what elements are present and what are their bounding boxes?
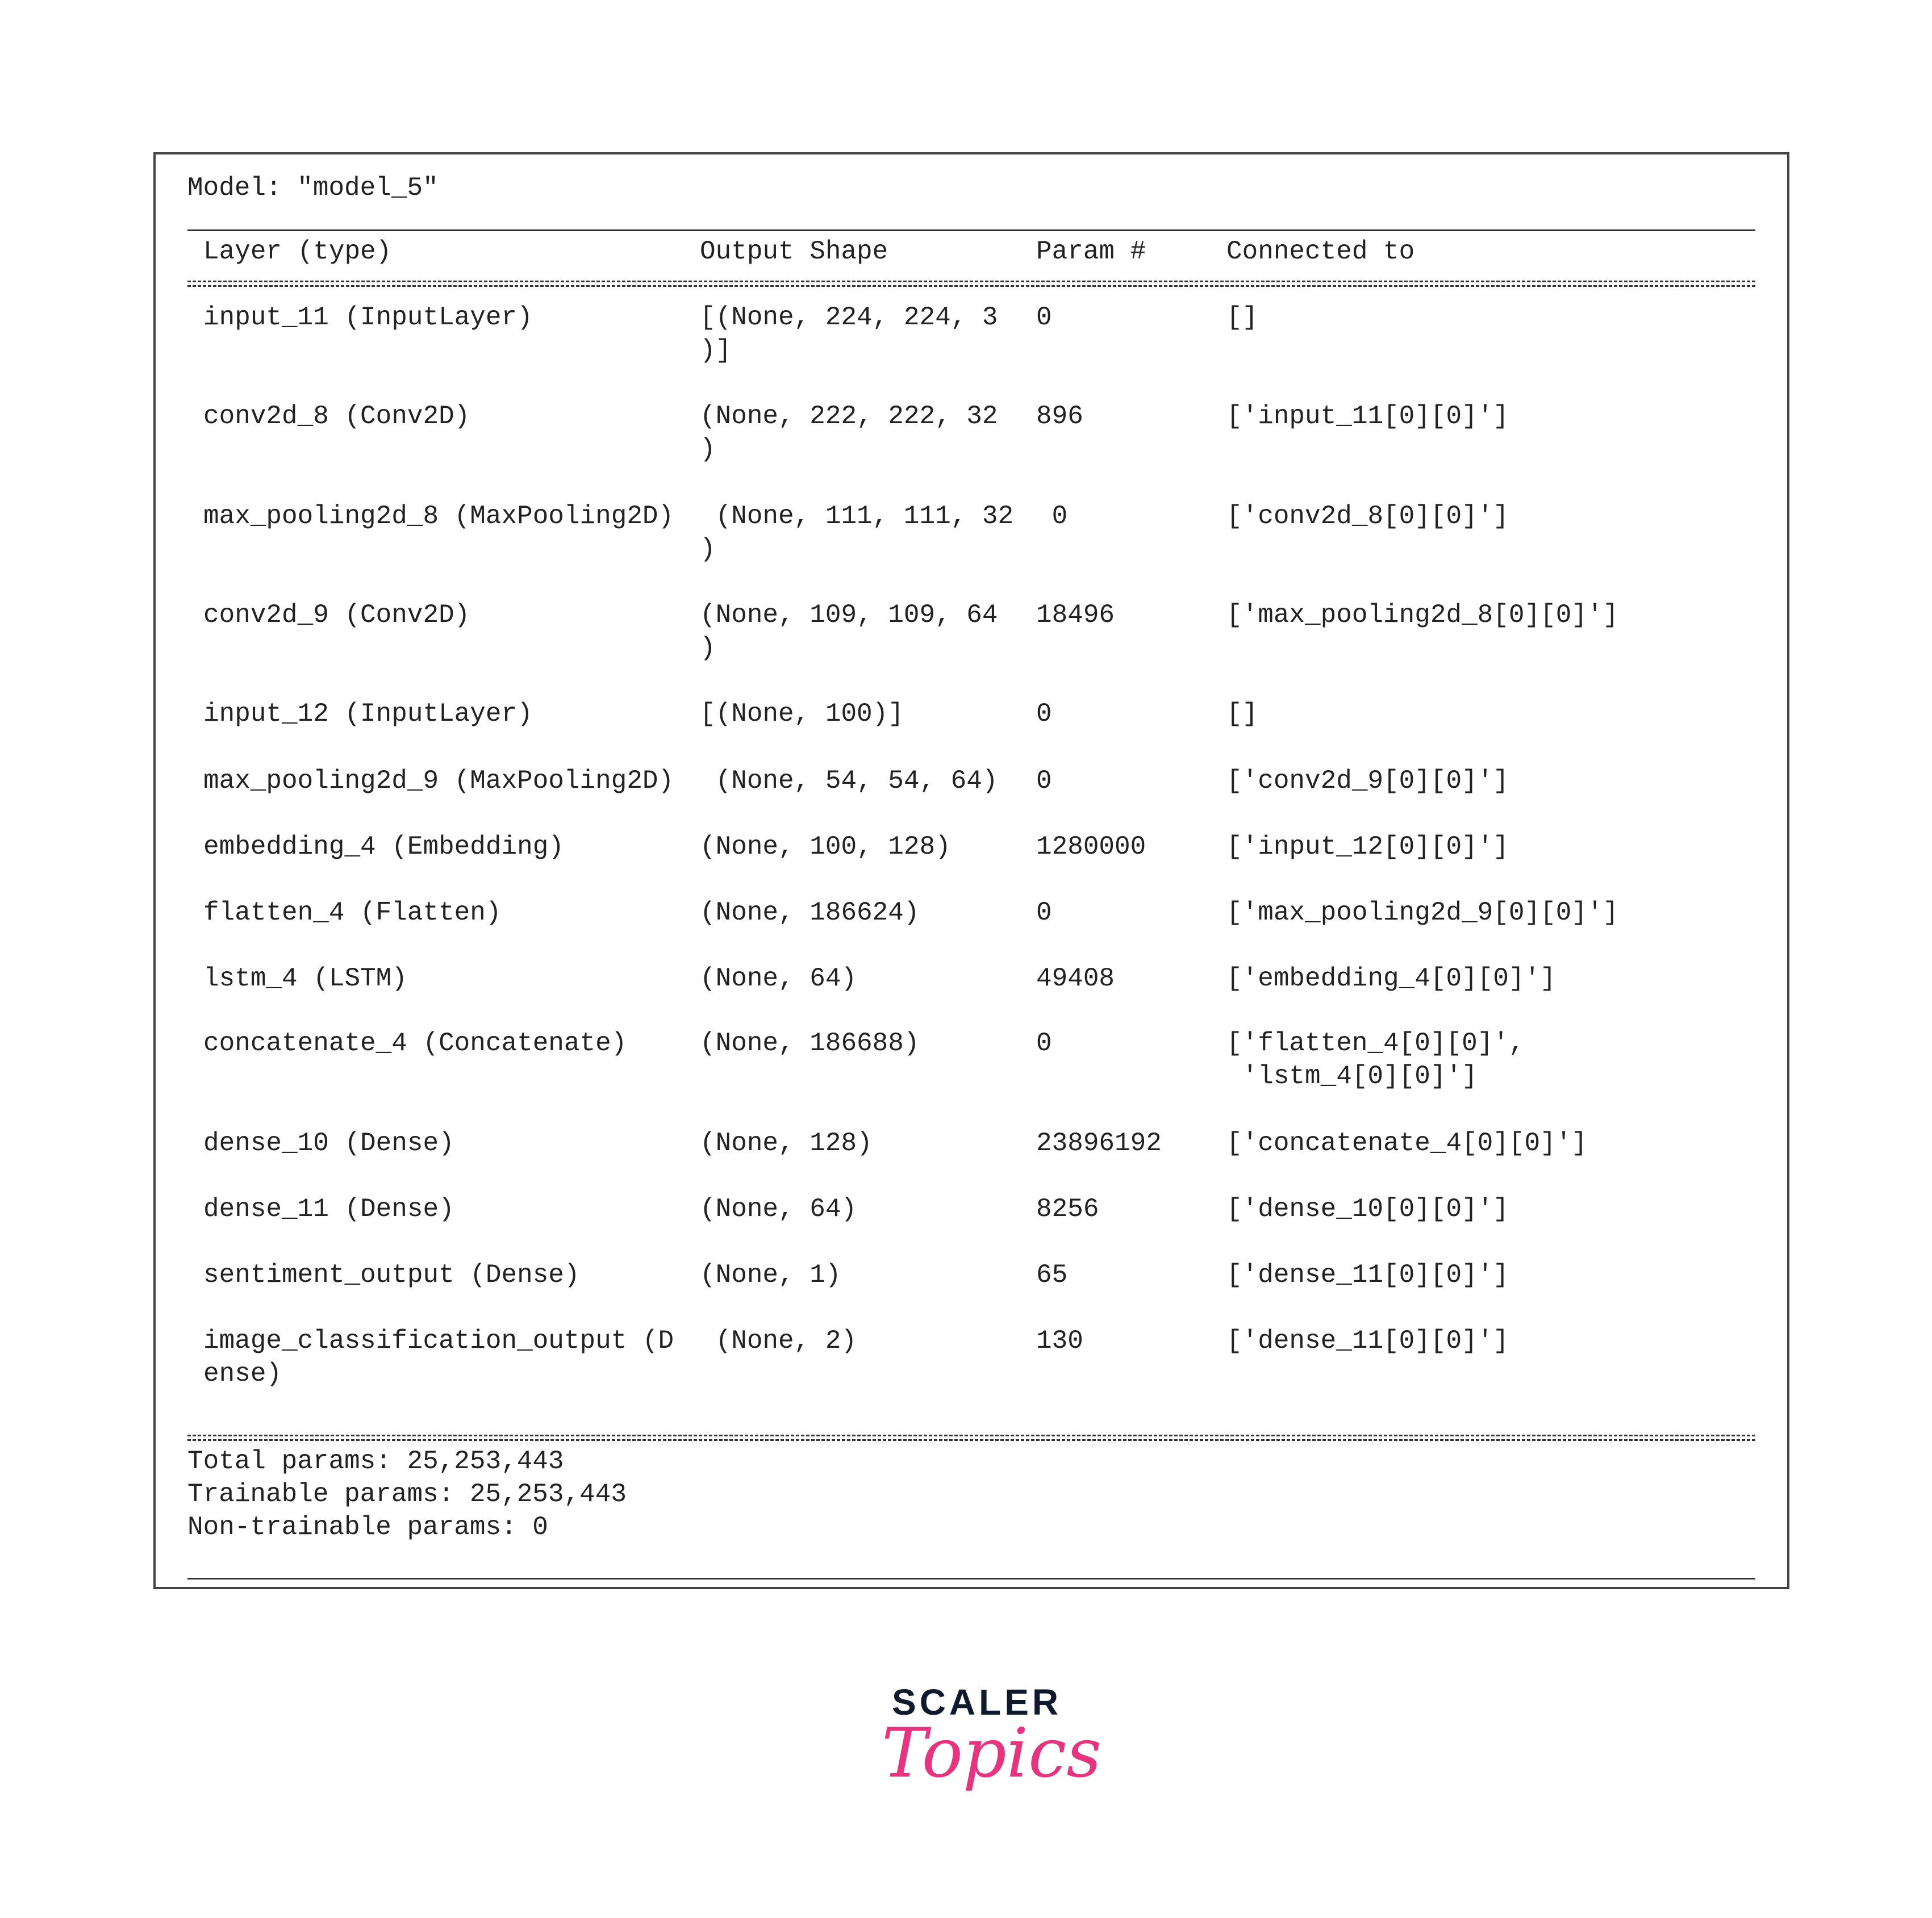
header-layer: Layer (type) (203, 237, 392, 266)
row-param-count: 0 (1036, 898, 1052, 927)
row-layer-name: conv2d_8 (Conv2D) (203, 402, 470, 431)
row-layer-name: max_pooling2d_8 (MaxPooling2D) (203, 502, 674, 531)
row-output-shape: [(None, 224, 224, 3 )] (700, 303, 998, 365)
row-param-count: 0 (1036, 303, 1052, 332)
logo-topics-text: Topics (882, 1714, 1101, 1793)
row-param-count: 0 (1036, 1029, 1052, 1058)
row-output-shape: (None, 1) (700, 1260, 841, 1290)
bottom-rule (187, 1578, 1755, 1579)
model-title: Model: "model_5" (187, 173, 439, 203)
row-output-shape: (None, 64) (700, 964, 857, 993)
row-param-count: 8256 (1036, 1194, 1099, 1224)
row-output-shape: (None, 128) (700, 1129, 873, 1158)
row-param-count: 65 (1036, 1260, 1068, 1290)
row-param-count: 49408 (1036, 964, 1115, 993)
row-output-shape: (None, 100, 128) (700, 832, 951, 862)
row-param-count: 18496 (1036, 600, 1115, 630)
row-connected-to: ['input_11[0][0]'] (1226, 402, 1509, 431)
row-output-shape: (None, 186688) (700, 1029, 920, 1058)
row-layer-name: dense_11 (Dense) (203, 1194, 454, 1224)
row-connected-to: ['conv2d_8[0][0]'] (1226, 502, 1509, 531)
scaler-topics-logo (882, 1681, 1101, 1829)
row-connected-to: [] (1226, 303, 1258, 332)
top-rule (187, 229, 1755, 231)
row-output-shape: (None, 111, 111, 32 ) (700, 502, 1014, 564)
row-connected-to: ['flatten_4[0][0]', 'lstm_4[0][0]'] (1226, 1029, 1525, 1091)
row-connected-to: ['max_pooling2d_9[0][0]'] (1226, 898, 1619, 927)
row-connected-to: ['conv2d_9[0][0]'] (1226, 766, 1509, 796)
row-output-shape: (None, 222, 222, 32 ) (700, 402, 998, 464)
footer-double-rule (187, 1435, 1755, 1436)
row-connected-to: [] (1226, 699, 1258, 729)
row-layer-name: image_classification_output (D ense) (203, 1326, 674, 1389)
row-layer-name: input_11 (InputLayer) (203, 303, 533, 332)
row-connected-to: ['input_12[0][0]'] (1226, 832, 1509, 862)
row-param-count: 130 (1036, 1326, 1083, 1356)
row-connected-to: ['dense_10[0][0]'] (1226, 1194, 1509, 1224)
row-output-shape: (None, 64) (700, 1194, 857, 1224)
row-layer-name: flatten_4 (Flatten) (203, 898, 502, 927)
row-param-count: 0 (1036, 699, 1052, 729)
trainable-params: Trainable params: 25,253,443 (187, 1480, 627, 1509)
row-connected-to: ['dense_11[0][0]'] (1226, 1260, 1509, 1290)
row-connected-to: ['dense_11[0][0]'] (1226, 1326, 1509, 1356)
row-layer-name: dense_10 (Dense) (203, 1129, 454, 1158)
row-output-shape: (None, 109, 109, 64 ) (700, 600, 998, 663)
row-layer-name: lstm_4 (LSTM) (203, 964, 407, 993)
row-layer-name: input_12 (InputLayer) (203, 699, 533, 729)
row-output-shape: (None, 186624) (700, 898, 920, 927)
row-param-count: 896 (1036, 402, 1083, 431)
header-connected-to: Connected to (1226, 237, 1415, 266)
non-trainable-params: Non-trainable params: 0 (187, 1512, 548, 1542)
logo-scaler-text: SCALER (892, 1682, 1062, 1723)
header-double-rule (187, 281, 1755, 282)
header-output-shape: Output Shape (700, 237, 888, 266)
header-param: Param # (1036, 237, 1146, 266)
row-connected-to: ['max_pooling2d_8[0][0]'] (1226, 600, 1619, 630)
row-connected-to: ['concatenate_4[0][0]'] (1226, 1129, 1587, 1158)
model-summary-panel (153, 152, 1789, 1589)
row-layer-name: embedding_4 (Embedding) (203, 832, 564, 862)
row-param-count: 0 (1036, 766, 1052, 796)
row-layer-name: sentiment_output (Dense) (203, 1260, 580, 1290)
row-param-count: 1280000 (1036, 832, 1146, 862)
row-layer-name: concatenate_4 (Concatenate) (203, 1029, 627, 1058)
row-connected-to: ['embedding_4[0][0]'] (1226, 964, 1556, 993)
row-output-shape: (None, 54, 54, 64) (700, 766, 998, 796)
row-param-count: 0 (1036, 502, 1068, 531)
row-layer-name: max_pooling2d_9 (MaxPooling2D) (203, 766, 674, 796)
total-params: Total params: 25,253,443 (187, 1447, 564, 1476)
row-output-shape: [(None, 100)] (700, 699, 904, 729)
row-output-shape: (None, 2) (700, 1326, 857, 1356)
row-param-count: 23896192 (1036, 1129, 1162, 1158)
row-layer-name: conv2d_9 (Conv2D) (203, 600, 470, 630)
